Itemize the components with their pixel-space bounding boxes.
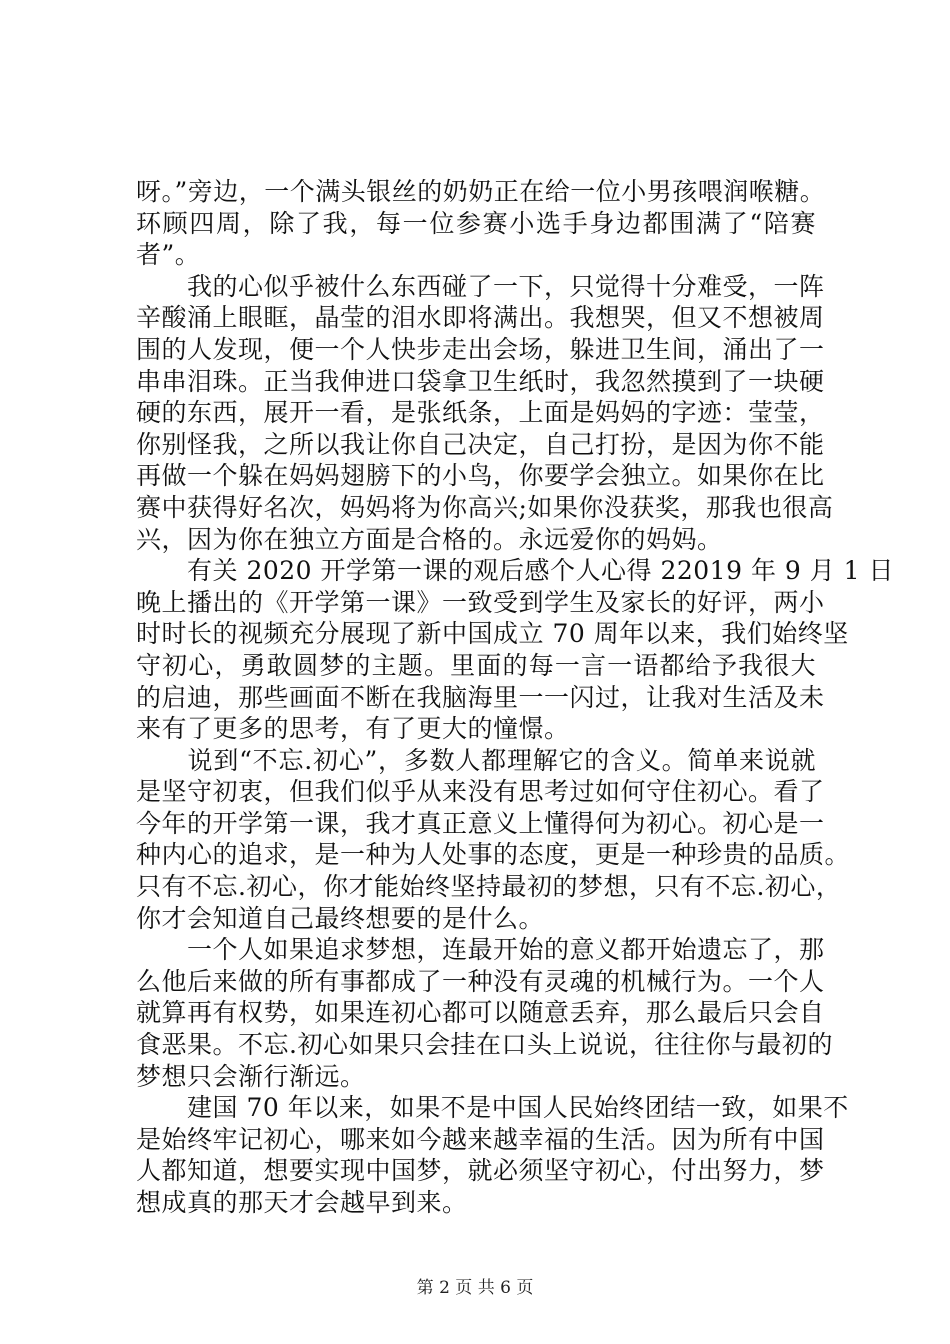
text-line: 的启迪，那些画面不断在我脑海里一一闪过，让我对生活及未	[136, 682, 825, 712]
text-line: 再做一个躲在妈妈翅膀下的小鸟，你要学会独立。如果你在比	[136, 461, 825, 491]
text-line: 我的心似乎被什么东西碰了一下，只觉得十分难受，一阵	[136, 271, 825, 301]
text-line: 种内心的追求，是一种为人处事的态度，更是一种珍贵的品质。	[136, 840, 851, 870]
text-line: 今年的开学第一课，我才真正意义上懂得何为初心。初心是一	[136, 808, 825, 838]
text-line: 呀。”旁边，一个满头银丝的奶奶正在给一位小男孩喂润喉糖。	[136, 177, 826, 206]
text-line: 是始终牢记初心，哪来如今越来越幸福的生活。因为所有中国	[136, 1124, 825, 1154]
text-line: 就算再有权势，如果连初心都可以随意丢弃，那么最后只会自	[136, 998, 825, 1028]
text-line: 时时长的视频充分展现了新中国成立 70 周年以来，我们始终坚	[136, 619, 849, 649]
text-line: 晚上播出的《开学第一课》一致受到学生及家长的好评，两小	[136, 587, 825, 617]
text-line: 硬的东西，展开一看，是张纸条，上面是妈妈的字迹：莹莹，	[136, 398, 825, 428]
text-line: 兴，因为你在独立方面是合格的。永远爱你的妈妈。	[136, 524, 723, 554]
text-line: 想成真的那天才会越早到来。	[136, 1188, 468, 1217]
text-line: 者”。	[136, 240, 201, 270]
text-line: 只有不忘.初心，你才能始终坚持最初的梦想，只有不忘.初心，	[136, 872, 842, 902]
text-line: 人都知道，想要实现中国梦，就必须坚守初心，付出努力，梦	[136, 1156, 825, 1186]
text-line: 你别怪我，之所以我让你自己决定，自己打扮，是因为你不能	[136, 429, 825, 459]
text-line: 串串泪珠。正当我伸进口袋拿卫生纸时，我忽然摸到了一块硬	[136, 366, 825, 396]
text-line: 围的人发现，便一个人快步走出会场，躲进卫生间，涌出了一	[136, 334, 825, 364]
text-line: 你才会知道自己最终想要的是什么。	[136, 903, 545, 933]
document-body	[136, 176, 895, 1219]
text-line: 建国 70 年以来，如果不是中国人民始终团结一致，如果不	[136, 1093, 849, 1123]
text-line: 有关 2020 开学第一课的观后感个人心得 22019 年 9 月 1 日	[136, 556, 895, 586]
text-line: 辛酸涌上眼眶，晶莹的泪水即将满出。我想哭，但又不想被周	[136, 303, 825, 333]
text-line: 是坚守初衷，但我们似乎从来没有思考过如何守住初心。看了	[136, 777, 825, 807]
text-line: 说到“不忘.初心”，多数人都理解它的含义。简单来说就	[136, 745, 816, 775]
text-line: 环顾四周，除了我，每一位参赛小选手身边都围满了“陪赛	[136, 208, 816, 238]
text-line: 么他后来做的所有事都成了一种没有灵魂的机械行为。一个人	[136, 966, 825, 996]
text-line: 赛中获得好名次，妈妈将为你高兴;如果你没获奖，那我也很高	[136, 492, 834, 522]
text-line: 梦想只会渐行渐远。	[136, 1061, 366, 1091]
text-line: 一个人如果追求梦想，连最开始的意义都开始遗忘了，那	[136, 935, 825, 965]
text-line: 来有了更多的思考，有了更大的憧憬。	[136, 714, 570, 744]
page-number-footer: 第 2 页 共 6 页	[416, 1278, 534, 1298]
text-line: 守初心，勇敢圆梦的主题。里面的每一言一语都给予我很大	[136, 650, 816, 680]
text-line: 食恶果。不忘.初心如果只会挂在口头上说说，往往你与最初的	[136, 1030, 833, 1060]
